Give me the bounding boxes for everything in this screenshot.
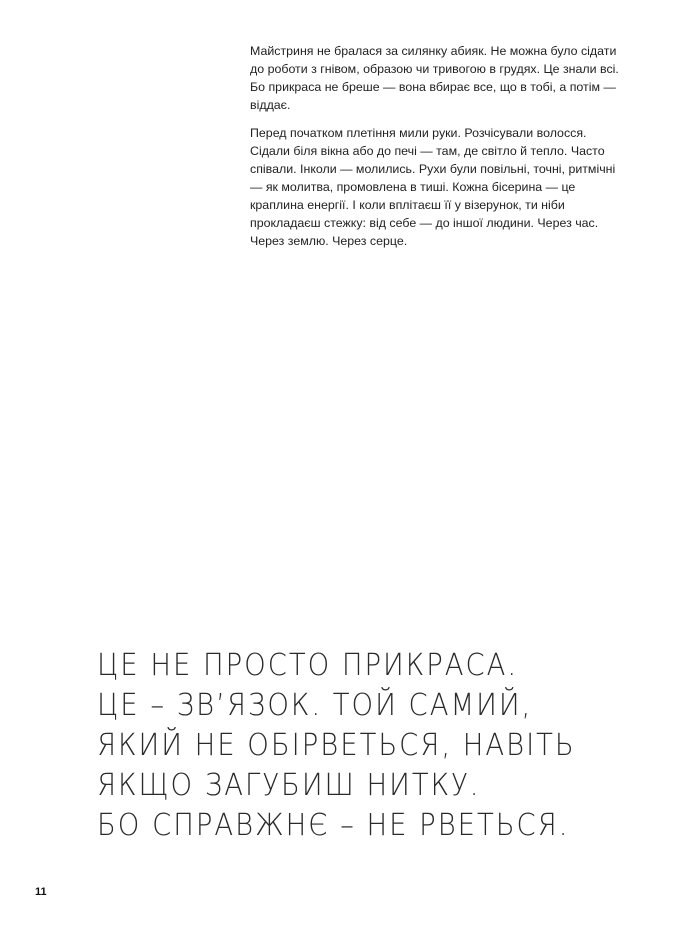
quote-line-2: ЦЕ – ЗВ’ЯЗОК. ТОЙ САМИЙ, [97, 688, 533, 723]
quote-line-5: БО СПРАВЖНЄ – НЕ РВЕТЬСЯ. [97, 808, 570, 843]
paragraph-2: Перед початком плетіння мили руки. Розчісували волосся. Сідали біля вікна або до печі — там, де світло й тепло. Часто співали. Інколи — молились. Рухи були повільні, точні, ритмічні — як молитва, промовлена в тиші. Кожна бісерина — це краплина енергії. І коли вплітаєш її у візерунок, ти ніби прокладаєш стежку: від себе — до іншої людини. Через час. Через землю. Через серце. [250, 126, 616, 248]
quote-line-3: ЯКИЙ НЕ ОБІРВЕТЬСЯ, НАВІТЬ [97, 728, 576, 763]
page-number: 11 [35, 886, 47, 898]
quote-line-1: ЦЕ НЕ ПРОСТО ПРИКРАСА. [97, 648, 519, 683]
paragraph-1: Майстриня не бралася за силянку абияк. Не можна було сідати до роботи з гнівом, образою чи тривогою в грудях. Це знали всі. Бо прикраса не бреше — вона вбирає все, що в тобі, а потім — віддає. [250, 44, 619, 112]
pull-quote [97, 646, 601, 846]
quote-line-4: ЯКЩО ЗАГУБИШ НИТКУ. [97, 768, 481, 803]
body-text-column [250, 42, 622, 260]
